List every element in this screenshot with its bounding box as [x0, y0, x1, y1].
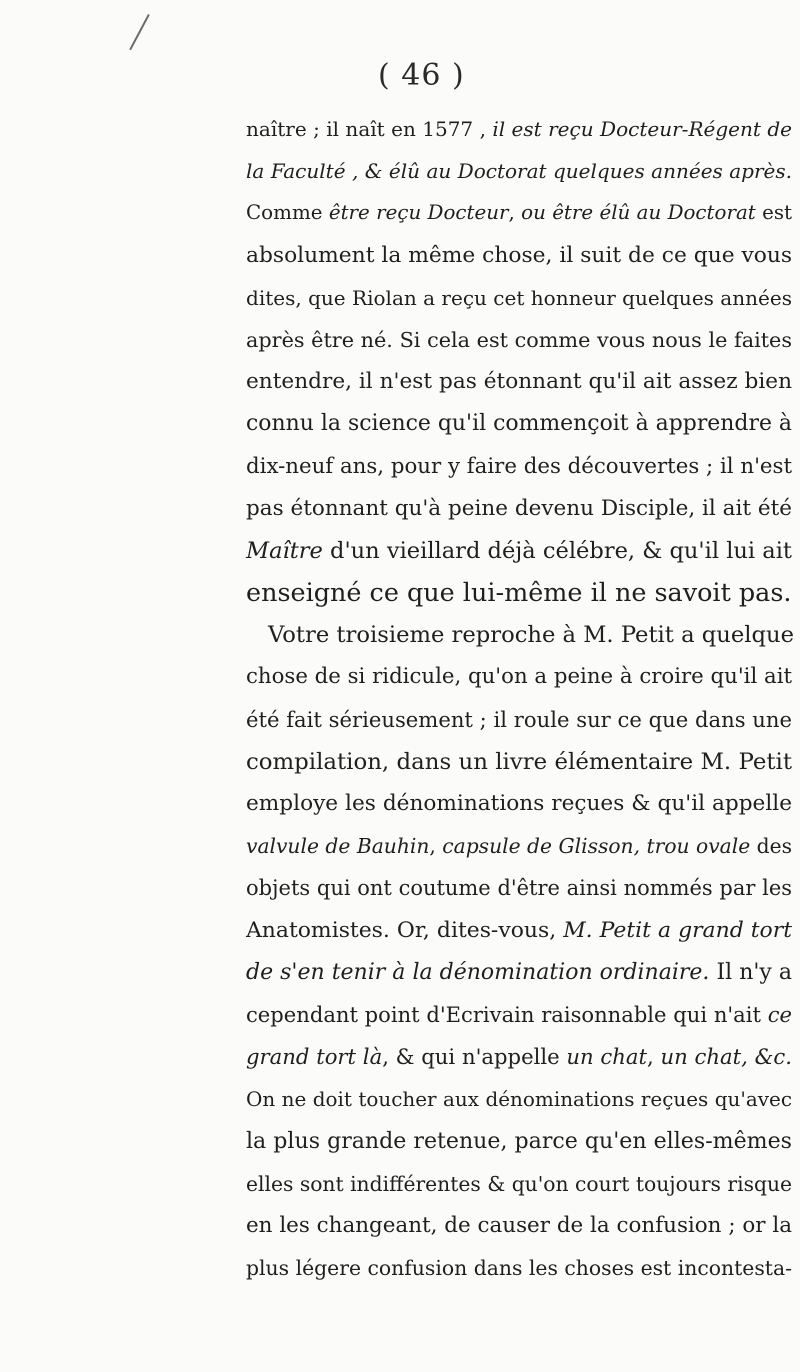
text-line [246, 319, 792, 361]
text-line [246, 699, 792, 741]
text-line [246, 741, 792, 783]
text-run: , [429, 834, 443, 859]
text-line [246, 572, 792, 614]
text-run: chose de si ridicule, qu'on a peine à croire qu'il ait [246, 664, 793, 690]
text-run: en les changeant, de causer de la confusion ; or la [246, 1212, 792, 1238]
text-line [246, 192, 792, 234]
text-line [246, 952, 792, 994]
text-line [246, 403, 792, 445]
italic-text: la Faculté , & élû au Doctorat quelques années après. [246, 159, 792, 184]
text-line [246, 656, 792, 698]
text-line [246, 488, 792, 530]
text-run: est [755, 201, 792, 225]
page-number: ( 46 ) [378, 58, 465, 93]
text-run: , [508, 201, 522, 225]
italic-text: M. Petit a grand tort [563, 917, 792, 943]
text-run: Anatomistes. Or, dites-vous, [246, 917, 564, 943]
text-line [246, 1163, 792, 1205]
italic-text: ce [767, 1001, 792, 1027]
italic-text: il est reçu Docteur-Régent de [492, 117, 793, 141]
corner-pencil-mark [129, 14, 150, 50]
text-run: été fait sérieusement ; il roule sur ce que dans une [246, 706, 792, 732]
text-line [246, 361, 792, 403]
text-run: compilation, dans un livre élémentaire M. Petit [246, 748, 792, 775]
italic-text: ou être élû au Doctorat [521, 201, 756, 225]
text-run: après être né. Si cela est comme vous nous le faites [246, 327, 792, 352]
text-line [246, 1036, 792, 1078]
italic-text: être reçu Docteur [328, 201, 509, 225]
text-run: d'un vieillard déjà célébre, & qu'il lui ait [322, 537, 792, 564]
text-run: employe les dénominations reçues & qu'il appelle [246, 791, 792, 816]
text-line [246, 446, 792, 488]
text-run: des [750, 834, 793, 859]
text-line [246, 994, 792, 1036]
text-run: , & qui n'appelle [382, 1044, 567, 1070]
body-text [246, 108, 792, 1289]
text-line [246, 108, 792, 150]
italic-text: capsule de Glisson, trou ovale [442, 834, 751, 859]
text-line [246, 910, 792, 952]
text-run: enseigné ce que lui-même il ne savoit pas. [246, 578, 792, 609]
text-run: absolument la même chose, il suit de ce que vous [246, 242, 793, 268]
italic-text: Maître [246, 537, 323, 564]
text-run: Comme [246, 201, 329, 225]
text-run: cependant point d'Ecrivain raisonnable qui n'ait [246, 1001, 768, 1027]
text-line [246, 150, 792, 192]
text-line [246, 1205, 792, 1247]
text-run: dites, que Riolan a reçu cet honneur quelques années [246, 285, 792, 310]
italic-text: de s'en tenir à la dénomination ordinaire. [246, 959, 710, 985]
italic-text: grand tort là [246, 1044, 383, 1070]
text-line [246, 614, 792, 656]
text-line [246, 825, 792, 867]
text-run: plus légere confusion dans les choses est incontesta- [246, 1256, 792, 1281]
text-line [246, 867, 792, 909]
text-run: naître ; il naît en 1577 , [246, 117, 493, 141]
italic-text: un chat, &c. [660, 1044, 792, 1070]
italic-text: un chat [566, 1044, 648, 1070]
text-run: , [647, 1044, 661, 1070]
text-line [246, 1121, 792, 1163]
text-run: Votre troisieme reproche à M. Petit a quelque [268, 622, 794, 649]
text-run: objets qui ont coutume d'être ainsi nommés par les [246, 876, 792, 901]
text-line [246, 235, 792, 277]
text-line [246, 530, 792, 572]
text-run: On ne doit toucher aux dénominations reçues qu'avec [246, 1087, 792, 1112]
text-run: dix-neuf ans, pour y faire des découvertes ; il n'est [246, 453, 793, 479]
text-run: elles sont indifférentes & qu'on court toujours risque [246, 1171, 792, 1196]
text-run: Il n'y a [709, 959, 792, 985]
text-line [246, 783, 792, 825]
text-run: connu la science qu'il commençoit à apprendre à [246, 411, 792, 437]
text-run: la plus grande retenue, parce qu'en elles-mêmes [246, 1128, 792, 1154]
text-run: pas étonnant qu'à peine devenu Disciple, il ait été [246, 495, 792, 521]
text-line [246, 1247, 792, 1289]
italic-text: valvule de Bauhin [246, 834, 430, 859]
text-line [246, 277, 792, 319]
text-line [246, 1078, 792, 1120]
text-run: entendre, il n'est pas étonnant qu'il ait assez bien [246, 369, 792, 395]
